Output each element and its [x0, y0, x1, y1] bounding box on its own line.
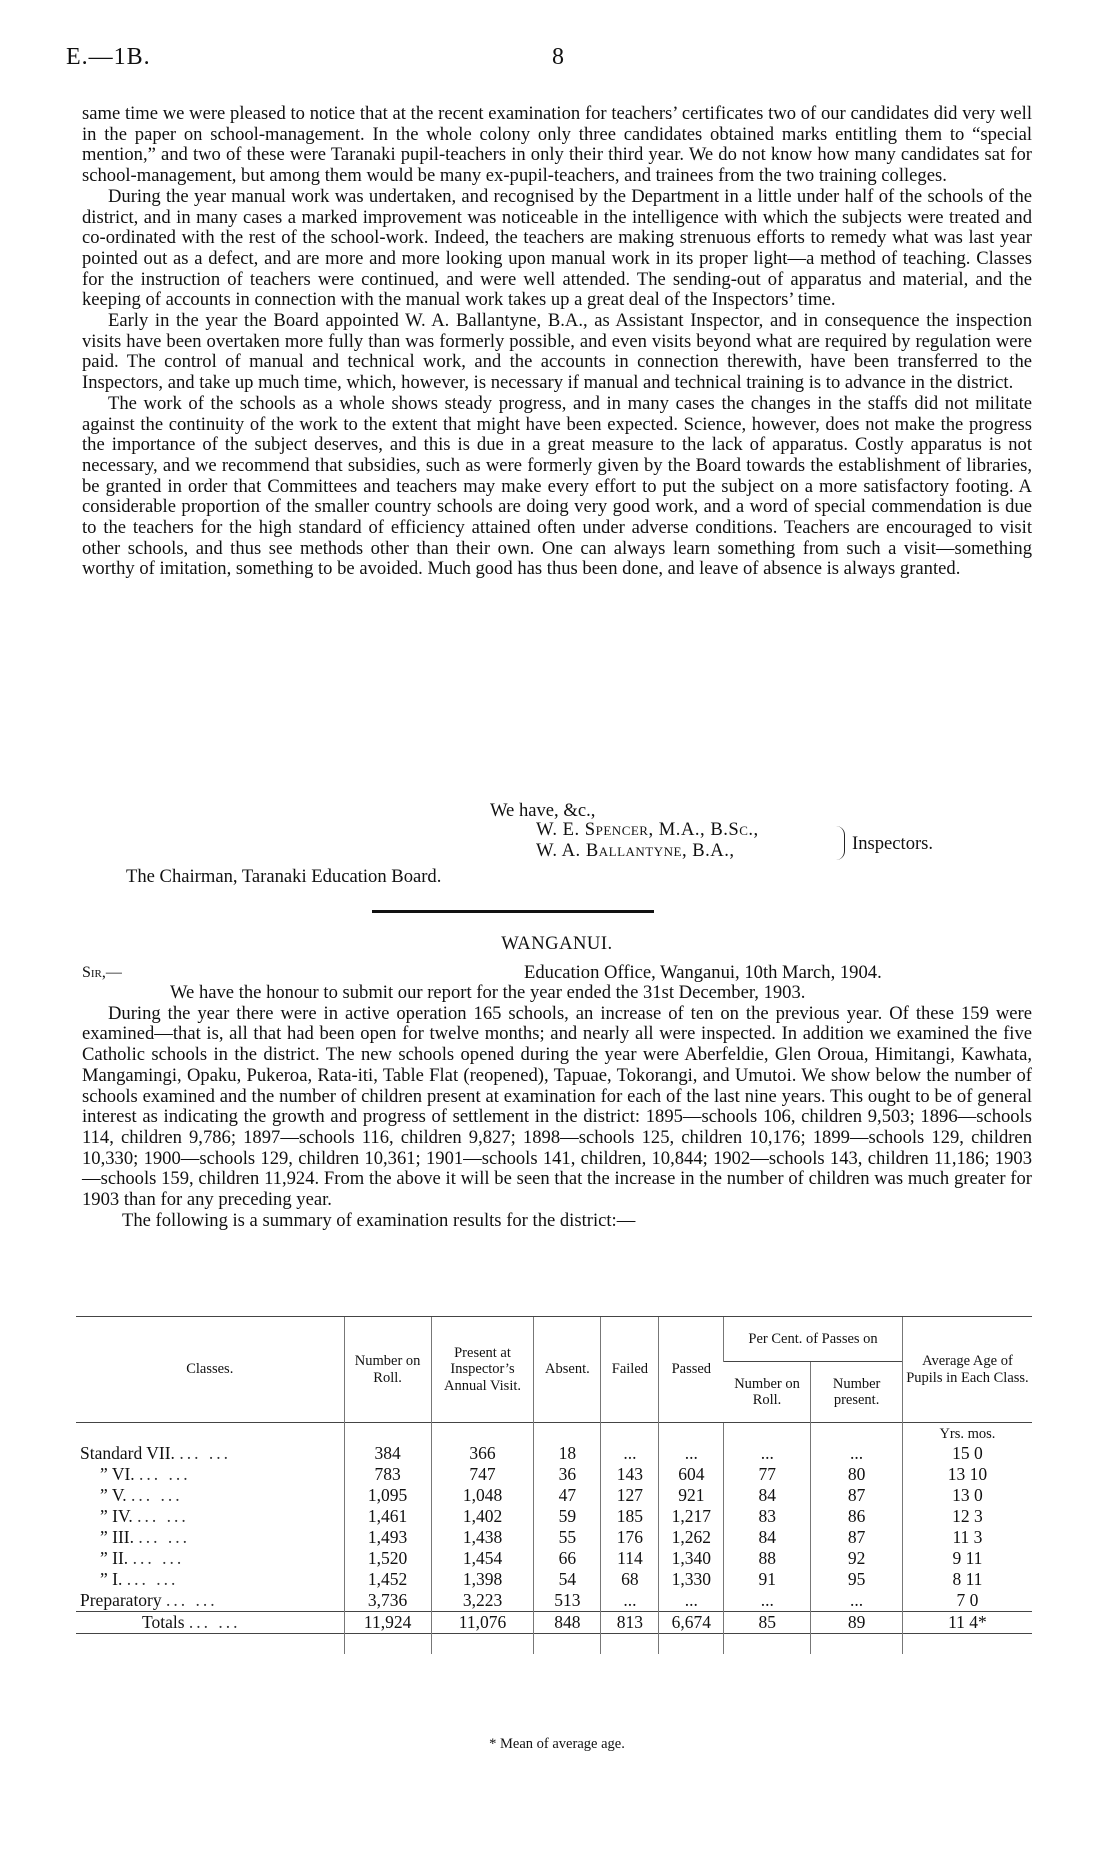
addressee: The Chairman, Taranaki Education Board.: [126, 866, 442, 887]
col-avg-age: Average Age of Pupils in Each Class.: [902, 1317, 1032, 1423]
cell-pct-present: ...: [811, 1443, 903, 1464]
col-passed: Passed: [659, 1317, 724, 1423]
cell-age: 13 0: [902, 1485, 1032, 1506]
cell-roll: 1,461: [344, 1506, 431, 1527]
signatory: W. E. Spencer, M.A., B.Sc.,: [536, 819, 759, 840]
cell-failed: 68: [601, 1569, 659, 1590]
cell-failed: ...: [601, 1443, 659, 1464]
cell-roll: 1,493: [344, 1527, 431, 1548]
paragraph: During the year there were in active operation 165 schools, an increase of ten on the previous year. Of these 159 were examined—that is, all that had been open for twelve months; and nearly all were inspected. In addition we examined the five Catholic schools in the district. The new schools opened during the year were Aberfeldie, Glen Oroua, Himitangi, Kawhata, Mangamingi, Opaku, Pukeroa, Rata-iti, Table Flat (reopened), Tapuae, Tokorangi, and Umutoi. We show below the number of schools examined and the number of children present at examination for each of the last nine years. This ought to be of general interest as indicating the growth and progress of settlement in the district: 1895—schools 106, children 9,503; 1896—schools 114, children 9,786; 1897—schools 116, children 9,827; 1898—schools 125, children 10,176; 1899—schools 129, children 10,330; 1900—schools 129, children 10,361; 1901—schools 141, children, 10,844; 1902—schools 143, children 11,186; 1903—schools 159, children 11,924. From the above it will be seen that the increase in the number of children was much greater for 1903 than for any preceding year.: [82, 1002, 1032, 1211]
cell-pct-roll: ...: [724, 1443, 811, 1464]
cell-pct-roll: 88: [724, 1548, 811, 1569]
cell-present: 1,402: [431, 1506, 534, 1527]
paragraph: During the year manual work was undertaken, and recognised by the Department in a little under half of the schools of the district, and in many cases a marked improvement was noticeable in the intelligence with which the subjects were treated and co-ordinated with the rest of the school-work. Indeed, the teachers are making strenuous efforts to remedy what was last year pointed out as a defect, and are more and more looking upon manual work in its proper light—a method of teaching. Classes for the instruction of teachers were continued, and were well attended. The sending-out of apparatus and material, and the keeping of accounts in connection with the manual work takes up a great deal of the Inspectors’ time.: [82, 185, 1032, 311]
cell-roll: 1,520: [344, 1548, 431, 1569]
unit-row: [76, 1423, 1032, 1444]
page-reference: E.—1B.: [66, 44, 151, 70]
examination-results-table: [76, 1316, 1032, 1654]
paragraph: Early in the year the Board appointed W. A. Ballantyne, B.A., as Assistant Inspector, and in consequence the inspection visits have been overtaken more fully than was formerly possible, and even visits beyond what are required by regulation were paid. The control of manual and technical work, and the accounts in connection therewith, have been transferred to the Inspectors, and take up much time, which, however, is necessary if manual and technical training is to advance in the district.: [82, 310, 1032, 394]
cell-pct-roll: 84: [724, 1527, 811, 1548]
cell-absent: 54: [534, 1569, 601, 1590]
class-name: ” V.: [100, 1485, 127, 1505]
cell-age: 11 4*: [902, 1612, 1032, 1634]
report-body-wanganui: [82, 983, 1032, 1231]
cell-pct-present: 87: [811, 1527, 903, 1548]
col-pct-present: Number present.: [811, 1362, 903, 1423]
cell-pct-present: 92: [811, 1548, 903, 1569]
cell-age: 8 11: [902, 1569, 1032, 1590]
cell-failed: 185: [601, 1506, 659, 1527]
totals-label: Totals: [142, 1612, 185, 1632]
cell-pct-present: 80: [811, 1464, 903, 1485]
cell-roll: 783: [344, 1464, 431, 1485]
class-name: Preparatory: [80, 1590, 162, 1610]
cell-pct-roll: 77: [724, 1464, 811, 1485]
cell-pct-roll: 85: [724, 1612, 811, 1634]
paragraph: We have the honour to submit our report for the year ended the 31st December, 1903.: [170, 982, 806, 1003]
header-row: [76, 1317, 1032, 1362]
class-name: ” IV.: [100, 1506, 133, 1526]
cell-pct-roll: 91: [724, 1569, 811, 1590]
cell-absent: 55: [534, 1527, 601, 1548]
office-line: Education Office, Wanganui, 10th March, 1904.: [524, 962, 882, 983]
cell-roll: 1,452: [344, 1569, 431, 1590]
footnote: * Mean of average age.: [489, 1736, 625, 1752]
cell-passed: 1,217: [659, 1506, 724, 1527]
signatory: W. A. Ballantyne, B.A.,: [536, 839, 735, 861]
cell-present: 366: [431, 1443, 534, 1464]
cell-passed: 6,674: [659, 1612, 724, 1634]
cell-absent: 59: [534, 1506, 601, 1527]
cell-age: 12 3: [902, 1506, 1032, 1527]
class-name: Standard VII.: [80, 1443, 175, 1463]
col-classes: Classes.: [76, 1317, 344, 1423]
cell-present: 1,048: [431, 1485, 534, 1506]
signatory-role: Inspectors.: [852, 833, 934, 854]
cell-pct-roll: 83: [724, 1506, 811, 1527]
cell-roll: 384: [344, 1443, 431, 1464]
cell-absent: 513: [534, 1590, 601, 1612]
cell-failed: 114: [601, 1548, 659, 1569]
cell-present: 1,398: [431, 1569, 534, 1590]
cell-pct-present: 89: [811, 1612, 903, 1634]
cell-present: 1,438: [431, 1527, 534, 1548]
section-divider: [372, 910, 654, 913]
totals-row: Totals ... ... 11,924 11,076 848 813 6,674 85 89 11 4*: [76, 1612, 1032, 1634]
cell-age: 9 11: [902, 1548, 1032, 1569]
report-body-taranaki: [82, 104, 1032, 580]
cell-passed: 604: [659, 1464, 724, 1485]
cell-present: 1,454: [431, 1548, 534, 1569]
class-name: ” II.: [100, 1548, 129, 1568]
col-pct-roll: Number on Roll.: [724, 1362, 811, 1423]
col-present: Present at Inspector’s Annual Visit.: [431, 1317, 534, 1423]
col-failed: Failed: [601, 1317, 659, 1423]
signatures: [536, 820, 759, 861]
table-row: Standard VII. ... ... 384 366 18 ... ... ... ... 15 0: [76, 1443, 1032, 1464]
cell-pct-present: ...: [811, 1590, 903, 1612]
cell-pct-present: 86: [811, 1506, 903, 1527]
cell-failed: 813: [601, 1612, 659, 1634]
section-title: WANGANUI.: [501, 933, 613, 954]
cell-pct-present: 95: [811, 1569, 903, 1590]
cell-passed: 921: [659, 1485, 724, 1506]
cell-failed: 143: [601, 1464, 659, 1485]
col-absent: Absent.: [534, 1317, 601, 1423]
cell-failed: ...: [601, 1590, 659, 1612]
class-name: ” I.: [100, 1569, 123, 1589]
cell-pct-present: 87: [811, 1485, 903, 1506]
table-row: ” III. ... ... 1,493 1,438 55 176 1,262 84 87 11 3: [76, 1527, 1032, 1548]
table-row: ” IV. ... ... 1,461 1,402 59 185 1,217 83 86 12 3: [76, 1506, 1032, 1527]
table-row: ” VI. ... ... 783 747 36 143 604 77 80 13 10: [76, 1464, 1032, 1485]
col-percent-group: Per Cent. of Passes on: [724, 1317, 903, 1362]
table-row: ” V. ... ... 1,095 1,048 47 127 921 84 87 13 0: [76, 1485, 1032, 1506]
class-name: ” III.: [100, 1527, 135, 1547]
cell-passed: 1,340: [659, 1548, 724, 1569]
cell-absent: 66: [534, 1548, 601, 1569]
cell-passed: 1,262: [659, 1527, 724, 1548]
cell-failed: 176: [601, 1527, 659, 1548]
cell-pct-roll: ...: [724, 1590, 811, 1612]
cell-passed: ...: [659, 1443, 724, 1464]
paragraph: The following is a summary of examination results for the district:—: [122, 1209, 636, 1231]
cell-age: 15 0: [902, 1443, 1032, 1464]
closing: We have, &c.,: [490, 800, 596, 821]
cell-present: 3,223: [431, 1590, 534, 1612]
cell-absent: 18: [534, 1443, 601, 1464]
cell-present: 11,076: [431, 1612, 534, 1634]
cell-age: 13 10: [902, 1464, 1032, 1485]
class-name: ” VI.: [100, 1464, 135, 1484]
table-row: ” II. ... ... 1,520 1,454 66 114 1,340 88 92 9 11: [76, 1548, 1032, 1569]
paragraph: The work of the schools as a whole shows steady progress, and in many cases the changes in the staffs did not militate against the continuity of the work to the extent that might have been expected. Science, however, does not make the progress the importance of the subject deserves, and this is due in a great measure to the lack of apparatus. Costly apparatus is not necessary, and we recommend that subsidies, such as were formerly given by the Board towards the establishment of libraries, be granted in order that Committees and teachers may make every effort to put the subject on a more satisfactory footing. A considerable proportion of the smaller country schools are doing very good work, and a word of special commendation is due to the teachers for the high standard of efficiency attained often under adverse conditions. Teachers are encouraged to visit other schools, and thus see methods other than their own. One can always learn something from such a visit—something worthy of imitation, something to be avoided. Much good has thus been done, and leave of absence is always granted.: [82, 392, 1032, 580]
cell-absent: 47: [534, 1485, 601, 1506]
table-row: Preparatory ... ... 3,736 3,223 513 ... ... ... ... 7 0: [76, 1590, 1032, 1612]
table-bottom-rule: [76, 1634, 1032, 1655]
page-number: 8: [552, 44, 564, 70]
cell-absent: 36: [534, 1464, 601, 1485]
col-roll: Number on Roll.: [344, 1317, 431, 1423]
cell-age: 11 3: [902, 1527, 1032, 1548]
cell-roll: 1,095: [344, 1485, 431, 1506]
cell-age: 7 0: [902, 1590, 1032, 1612]
cell-passed: 1,330: [659, 1569, 724, 1590]
paragraph: same time we were pleased to notice that at the recent examination for teachers’ certificates two of our candidates did very well in the paper on school-management. In the whole colony only three candidates obtained marks entitling them to “special mention,” and two of these were Taranaki pupil-teachers in only their third year. We do not know how many candidates sat for school-management, but among them would be many ex-pupil-teachers, and trainees from the two training colleges.: [82, 103, 1032, 187]
salutation: Sir,—: [82, 964, 122, 981]
cell-passed: ...: [659, 1590, 724, 1612]
age-unit: Yrs. mos.: [902, 1423, 1032, 1444]
cell-failed: 127: [601, 1485, 659, 1506]
cell-present: 747: [431, 1464, 534, 1485]
brace: [836, 826, 845, 860]
table-row: ” I. ... ... 1,452 1,398 54 68 1,330 91 95 8 11: [76, 1569, 1032, 1590]
cell-roll: 11,924: [344, 1612, 431, 1634]
cell-pct-roll: 84: [724, 1485, 811, 1506]
cell-absent: 848: [534, 1612, 601, 1634]
cell-roll: 3,736: [344, 1590, 431, 1612]
